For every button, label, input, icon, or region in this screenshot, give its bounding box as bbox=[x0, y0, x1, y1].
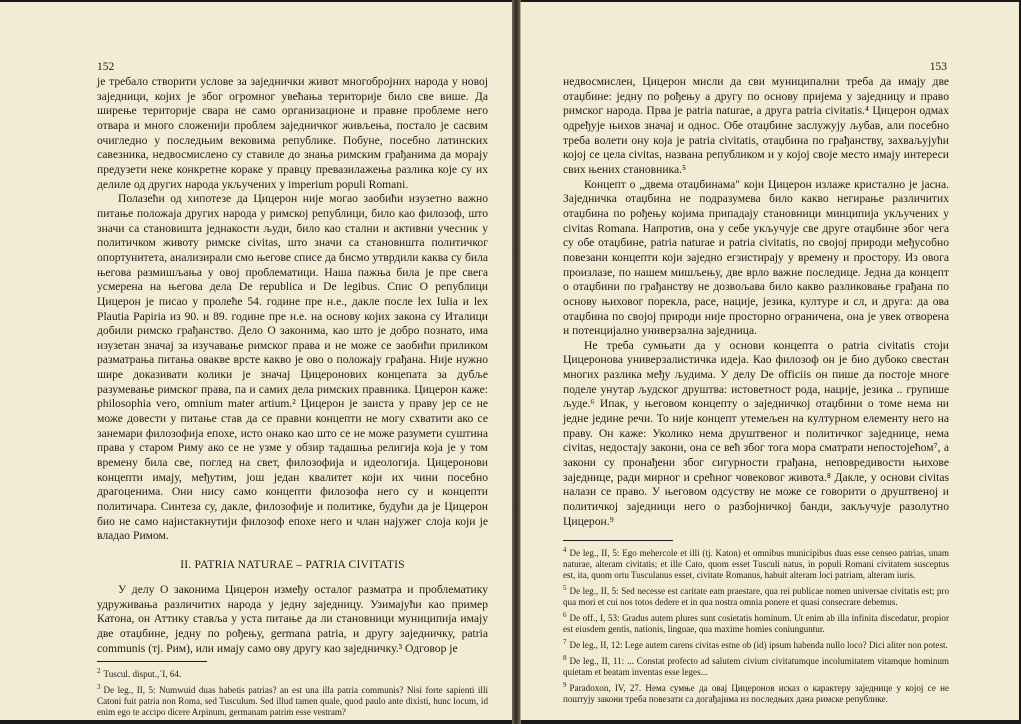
paragraph: Концепт о „двема отаџбинама" који Цицерон излаже кристално је јасна. Заједничка отаџбина не подразумева било какво негирање различитих отаџбина по рођењу којима припадају становници минципија укључених у civitas Romana. Напротив, она у себе укључује све друге отаџбине због чега су обе отаџбине, patria naturae и patria civitatis, по својој природи међусобно повезани концепти који заједно егзистирају у времену и простору. Из овога произлазе, по нашем мишљењу, две врло важне последице. Једна да концепт о отаџбини по грађанству не дозвољава било какво разликовање грађана по основу њиховог порекла, расе, нације, језика, културе и сл, и друга: да ова отаџбина по својој природи није просторно ограничена, она је увек отворена и потенцијално универзална заједница. bbox=[563, 177, 949, 338]
section-heading: II. PATRIA NATURAE – PATRIA CIVITATIS bbox=[180, 558, 405, 571]
footnote bbox=[563, 637, 949, 651]
footnote-number: 2 bbox=[97, 667, 101, 676]
paragraph: У делу О законима Цицерон између осталог разматра и проблематику удруживања различитих народа у једну заједницу. Узимајући као пример Катона, он Аттику ставља у уста питање да ли становници муниципија имају две отаџбине, једну по рођењу, germana patria, и другу заједничку, patria communis (тј. Рим), или имају само ову другу као заједничку.³ Одговор је bbox=[97, 583, 488, 655]
footnote-number: 4 bbox=[563, 546, 567, 555]
footnote bbox=[563, 610, 949, 635]
footnote-text: De leg., II, 5: Numwuid duas habetis patrias? an est una illa patria communis? Nisi forte sapienti illi Catoni fuit patria non Roma, sed Tusculum. Sed illud tamen quale, quod paulo ante dixisti, hunc locum, id enim ego te accipo dicere Arpinum, germanam patrim esse vestram? bbox=[97, 685, 488, 718]
footnote-number: 6 bbox=[563, 610, 567, 619]
footnote bbox=[563, 653, 949, 678]
paragraph: је требало створити услове за заједнички живот многобројних народа у новој заједници, којих је због огромног увећања територије било све више. Да ширење територије свара не само организационе и правне проблеме него отвара и много сложенији проблем заједничког живљења, постало је сасвим очигледно у последњим вековима републике. Побуне, посебно латинских савезника, недвосмислено су ставиле до знања римским грађанима да морају предузети неке конкретне кораке у правцу превазилажења разлика које су их делиле од других народа укључених у imperium populi Romani. bbox=[97, 75, 488, 191]
footnote-text: De leg., II, 5: Ego mehercole et illi (tj. Katon) et omnibus municipibus duas esse censeo patrias, unam naturae, alteram civitatis; et ille Cato, quom esset Tusculi natus, in populi Romani civitatem susceptus est, ita, quom ortu Tusculanus esset, civitate Romanus, habuit alteram loci patriam, alteram iuris. bbox=[563, 548, 949, 581]
footnote-rule bbox=[563, 540, 673, 541]
left-page bbox=[0, 2, 513, 720]
footnote-number: 5 bbox=[563, 584, 567, 593]
footnote-text: De leg., II, 5: Sed necesse est caritate eam praestare, qua rei publicae nomen universae civitatis est; pro qua mori et cui nos totos dedere et in qua nostra omnia ponere et quasi consecrare debemus. bbox=[563, 586, 949, 608]
paragraph: Полазећи од хипотезе да Цицерон није могао заобићи изузетно важно питање положаја других народа у римској републици, било као филозоф, што значи са становишта једнакости људи, било као стални и активни учесник у политичком животу римске civitas, што значи са становишта политичког опортунитета, анализирали смо његове списе да бисмо утврдили каква су била његова размишљања у овој проблематици. Наша пажња била је пре свега усмерена на његова дела De republica и De legibus. Спис О републици Цицерон је писао у пролеће 54. године пре н.е., дакле после lex Iulia и lex Plautia Papiria из 90. и 89. године пре н.е. на основу којих закона су Италици добили римско грађанство. Дело О законима, као што је добро познато, има изузетан значај за изучавање римског права и не може се заобићи приликом разматрања питања овакве врсте какво је ово о положају грађана. Није нужно шире доказивати колики је значај Цицеронових концепата за дубље разумевање римског права, па и самих дела римских правника. Цицерон каже: philosophia vero, omnium mater artium.² Цицерон је заиста у праву јер се не може довести у питање став да се правни концепти не могу схватити ако се занемари филозофија епохе, исто онако као што се не може разумети суштина права у старом Риму ако се не узме у обзир тадашња религија која је у том времену била све, поглед на свет, филозофија и идеологија. Цицеронови концепти имају, међутим, још један квалитет који их чини посебно драгоценима. Они нису само концепти филозофа него су и концепти политичара. Синтеза су, дакле, филозофије и политике, будући да је Цицерон био не само најистакнутији филозоф епохе него и члан најужег слоја који је владао Римом. bbox=[97, 192, 488, 543]
footnote-number: 8 bbox=[563, 653, 567, 662]
footnote-number: 9 bbox=[563, 680, 567, 689]
footnote bbox=[97, 666, 488, 680]
footnote bbox=[563, 545, 949, 581]
footnote-text: Paradoxon, IV, 27. Нема сумње да овај Цицеронов исказ о карактеру заједнице у којој се не поштују закони треба повезати са догађајима из последњих дана римске републике. bbox=[563, 682, 949, 704]
footnote bbox=[563, 583, 949, 608]
footnote bbox=[563, 680, 949, 705]
footnote-text: De leg., II, 11: ... Constat profecto ad salutem civium civitatumque incolumitatem vitamque hominum quietam et beatam inventas esse leges... bbox=[563, 655, 949, 677]
footnote-number: 7 bbox=[563, 637, 567, 646]
paragraph: Не треба сумњати да у основи концепта о patria civitatis стоји Цицеронова универзалистичка идеја. Као филозоф он је био дубоко свестан многих разлика међу људима. У делу De officiis он пише да постоје многе поделе унутар људског друштва: истоветност рода, нације, језика .. групише људе.⁶ Ипак, у његовом концепту о заједничкој отаџбини о томе нема ни једне једине речи. То није концепт утемељен на културном елементу него на праву. Он каже: Уколико нема друштвеног и политичког заједнице, нема civitas, недостају закони, она се већ због тога мора сматрати непостојећом⁷, а закони су пронађени због сигурности грађана, неповредивости њихове заједнице, ради мирног и срећног човековог живота.⁸ Дакле, у основи civitas налази се право. У његовом одсуству не може се говорити о друштвеној и политичкој заједници него о разбојничкој банди, закључује разолутно Цицерон.⁹ bbox=[563, 338, 949, 528]
footnote-text: De off., I, 53: Gradus autem plures sunt cosietatis hominum. Ut enim ab illa infinita discedatur, propior est eiusdem gentis, nationis, linguae, qua maxime homies coniunguntur. bbox=[563, 612, 949, 634]
right-page bbox=[520, 2, 1019, 720]
footnote-rule bbox=[97, 661, 207, 662]
page-number-left: 152 bbox=[97, 61, 115, 73]
footnote-text: De leg., II, 12: Lege autem carens civitas estne ob (id) ipsum habenda nullo loco? Dici aliter non potest. bbox=[569, 639, 948, 650]
page-number-right: 153 bbox=[929, 61, 947, 73]
footnote bbox=[97, 682, 488, 718]
paragraph: недвосмислен, Цицерон мисли да сви муниципални треба да имају две отаџбине: једну по рођењу а другу по основу пријема у заједницу и право римског народа. Прва је patria naturae, а друга patria civitatis.⁴ Цицерон одмах одређује њихов значај и однос. Обе отаџбине заслужују љубав, али посебно треба волети ону која је patria civitatis, отаџбина по грађанству, захваљујући којој се цела civitas, названа републиком и у којој своје место имају интереси свих њених становника.⁵ bbox=[563, 75, 949, 176]
footnote-number: 3 bbox=[97, 683, 101, 692]
footnote-text: Tuscul. disput.,´I, 64. bbox=[103, 669, 182, 680]
